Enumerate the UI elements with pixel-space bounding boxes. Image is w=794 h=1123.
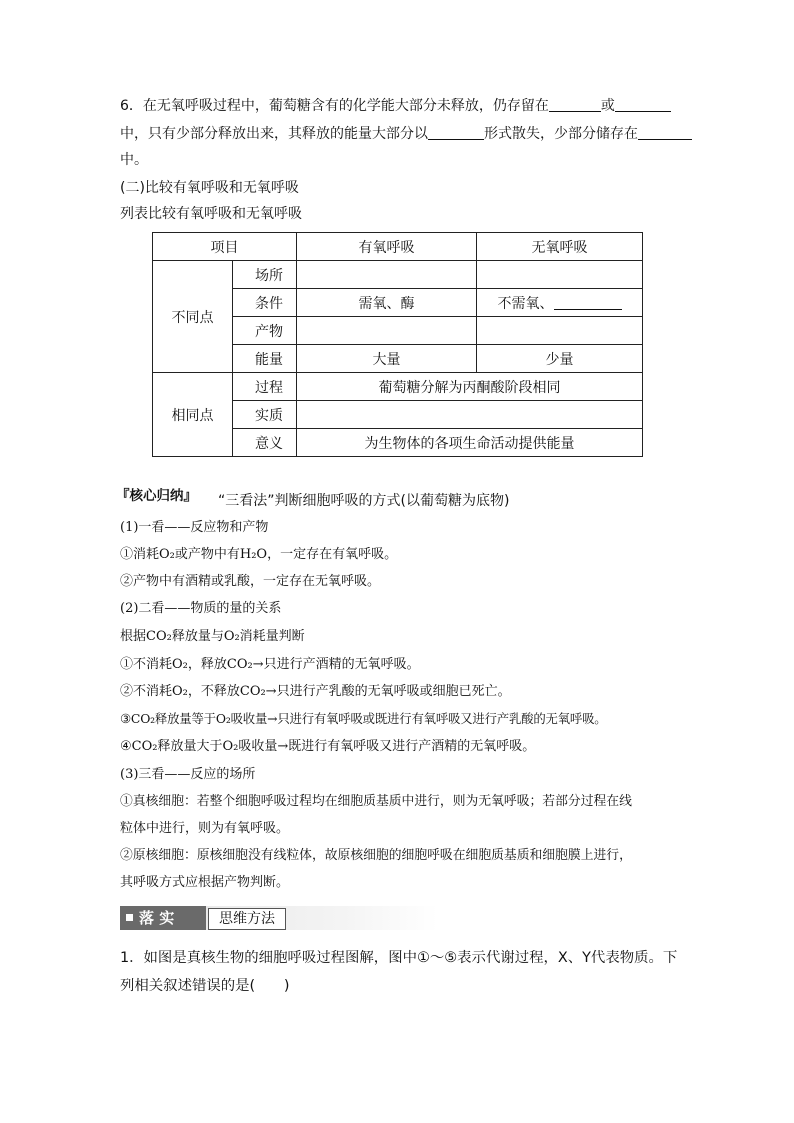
core-s3-item: 粒体中进行，则为有氧呼吸。	[120, 821, 290, 836]
header-aerobic: 有氧呼吸	[297, 233, 477, 261]
core-s2: (2)二看——物质的量的关系	[120, 601, 282, 616]
banner-light: 思维方法	[208, 908, 286, 930]
row-attr: 意义	[233, 429, 297, 457]
diff-label: 不同点	[153, 261, 233, 373]
core-s3-item: 其呼吸方式应根据产物判断。	[120, 875, 290, 890]
row-attr: 实质	[233, 401, 297, 429]
row-anaerobic	[477, 289, 643, 317]
q1-line-1: 1．如图是真核生物的细胞呼吸过程图解，图中①～⑤表示代谢过程，X、Y代表物质。下	[120, 950, 678, 966]
answer-blank[interactable]	[549, 97, 601, 112]
q6-text-3: 中。	[120, 152, 148, 168]
row-merged: 为生物体的各项生命活动提供能量	[297, 429, 643, 457]
core-tag: 『核心归纳』	[116, 488, 197, 504]
row-merged: 葡萄糖分解为丙酮酸阶段相同	[297, 373, 643, 401]
answer-blank[interactable]	[638, 125, 692, 140]
row-attr: 产物	[233, 317, 297, 345]
core-s3: (3)三看——反应的场所	[120, 767, 256, 782]
row-attr: 过程	[233, 373, 297, 401]
answer-blank[interactable]	[428, 125, 484, 140]
core-s2-item: ①不消耗O₂，释放CO₂→只进行产酒精的无氧呼吸。	[120, 657, 420, 672]
q1-line-2: 列相关叙述错误的是( )	[120, 978, 290, 994]
row-aerobic: 大量	[297, 345, 477, 373]
core-s2-item: ②不消耗O₂，不释放CO₂→只进行产乳酸的无氧呼吸或细胞已死亡。	[120, 684, 511, 699]
row-attr: 能量	[233, 345, 297, 373]
q6-text-1b: 或	[600, 98, 615, 114]
table-header-row	[153, 233, 643, 261]
section-heading: (二)比较有氧呼吸和无氧呼吸	[120, 180, 299, 196]
banner-dark-text: 落 实	[139, 909, 175, 927]
q6-text-2a: 中，只有少部分释放出来，其释放的能量大部分以	[120, 126, 428, 142]
row-attr: 条件	[233, 289, 297, 317]
row-anaerobic: 少量	[477, 345, 643, 373]
q6-text-2b: 形式散失，少部分储存在	[484, 126, 638, 142]
header-anaerobic: 无氧呼吸	[477, 233, 643, 261]
answer-blank[interactable]	[615, 97, 671, 112]
core-s3-item: ②原核细胞：原核细胞没有线粒体，故原核细胞的细胞呼吸在细胞质基质和细胞膜上进行，	[120, 848, 632, 863]
row-anaerobic	[477, 317, 643, 345]
answer-blank[interactable]	[554, 295, 622, 310]
core-title: “三看法”判断细胞呼吸的方式(以葡萄糖为底物)	[218, 493, 510, 509]
same-label: 相同点	[153, 373, 233, 457]
square-icon	[126, 914, 133, 921]
q6-text-1a: 6．在无氧呼吸过程中，葡萄糖含有的化学能大部分未释放，仍存留在	[120, 98, 549, 114]
row-aerobic: 需氧、酶	[297, 289, 477, 317]
q6-line-3	[120, 150, 680, 170]
banner-dark	[120, 906, 206, 930]
table-row	[153, 373, 643, 401]
header-item: 项目	[153, 233, 297, 261]
row-anaerobic-text: 不需氧、	[497, 295, 554, 312]
row-anaerobic	[477, 261, 643, 289]
core-s1-item: ②产物中有酒精或乳酸，一定存在无氧呼吸。	[120, 574, 381, 589]
core-s2-item: ④CO₂释放量大于O₂吸收量→既进行有氧呼吸又进行产酒精的无氧呼吸。	[120, 739, 536, 754]
core-s1-item: ①消耗O₂或产物中有H₂O，一定存在有氧呼吸。	[120, 547, 398, 562]
core-s2-item: ③CO₂释放量等于O₂吸收量→只进行有氧呼吸或既进行有氧呼吸又进行产乳酸的无氧呼吸。	[120, 711, 607, 726]
core-s2-intro: 根据CO₂释放量与O₂消耗量判断	[120, 629, 305, 644]
section-intro: 列表比较有氧呼吸和无氧呼吸	[120, 206, 302, 222]
row-aerobic	[297, 317, 477, 345]
q6-line-2	[120, 124, 680, 144]
table-row	[153, 261, 643, 289]
row-attr: 场所	[233, 261, 297, 289]
core-s3-item: ①真核细胞：若整个细胞呼吸过程均在细胞质基质中进行，则为无氧呼吸；若部分过程在线	[120, 794, 632, 809]
row-aerobic	[297, 261, 477, 289]
q6-line-1	[120, 96, 680, 116]
comparison-table	[152, 232, 643, 457]
row-merged	[297, 401, 643, 429]
core-s1: (1)一看——反应物和产物	[120, 520, 269, 535]
section-banner	[120, 906, 438, 930]
